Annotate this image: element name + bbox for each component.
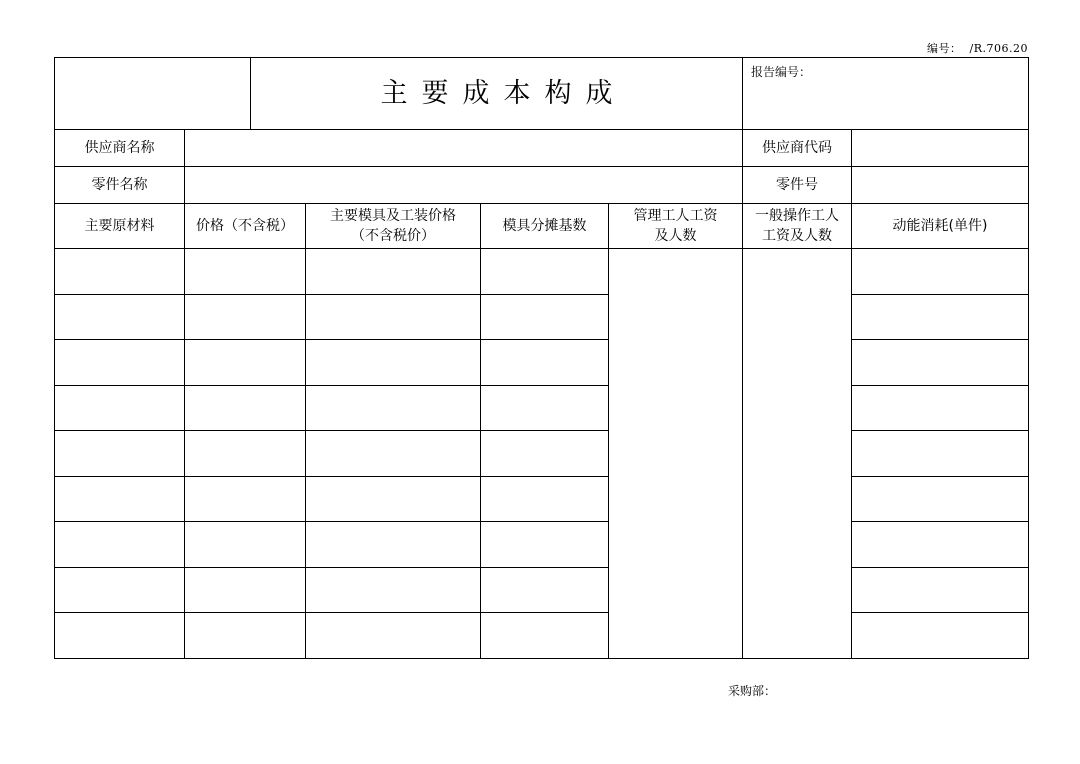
mold-price-cell[interactable]	[306, 613, 481, 659]
header-management-wage-line2: 及人数	[654, 228, 697, 244]
header-energy-consumption: 动能消耗(单件)	[852, 204, 1029, 249]
header-operator-wage	[743, 204, 852, 249]
price-cell[interactable]	[185, 249, 306, 295]
mold-allocation-cell[interactable]	[481, 431, 609, 477]
mold-price-cell[interactable]	[306, 249, 481, 295]
energy-cell[interactable]	[852, 340, 1029, 386]
material-cell[interactable]	[55, 340, 185, 386]
header-operator-wage-line1: 一般操作工人	[755, 208, 839, 224]
part-name-label: 零件名称	[55, 167, 185, 204]
material-cell[interactable]	[55, 295, 185, 340]
mold-allocation-cell[interactable]	[481, 295, 609, 340]
mold-price-cell[interactable]	[306, 431, 481, 477]
price-cell[interactable]	[185, 431, 306, 477]
energy-cell[interactable]	[852, 477, 1029, 522]
material-cell[interactable]	[55, 249, 185, 295]
header-management-wage	[609, 204, 743, 249]
price-cell[interactable]	[185, 522, 306, 568]
material-cell[interactable]	[55, 568, 185, 613]
mold-price-cell[interactable]	[306, 386, 481, 431]
price-cell[interactable]	[185, 386, 306, 431]
supplier-code-field[interactable]	[852, 130, 1029, 167]
logo-cell	[55, 58, 251, 130]
material-cell[interactable]	[55, 613, 185, 659]
material-cell[interactable]	[55, 431, 185, 477]
energy-cell[interactable]	[852, 568, 1029, 613]
mold-price-cell[interactable]	[306, 522, 481, 568]
header-main-material: 主要原材料	[55, 204, 185, 249]
supplier-name-field[interactable]	[185, 130, 743, 167]
mold-price-cell[interactable]	[306, 295, 481, 340]
mold-price-cell[interactable]	[306, 568, 481, 613]
mold-allocation-cell[interactable]	[481, 522, 609, 568]
part-number-field[interactable]	[852, 167, 1029, 204]
mold-price-cell[interactable]	[306, 340, 481, 386]
mold-price-cell[interactable]	[306, 477, 481, 522]
report-number-label: 报告编号：	[751, 65, 812, 79]
energy-cell[interactable]	[852, 386, 1029, 431]
document-number-value: /R.706.20	[969, 42, 1028, 55]
energy-cell[interactable]	[852, 431, 1029, 477]
price-cell[interactable]	[185, 568, 306, 613]
price-cell[interactable]	[185, 477, 306, 522]
price-cell[interactable]	[185, 295, 306, 340]
report-number-field[interactable]	[743, 58, 1029, 130]
energy-cell[interactable]	[852, 295, 1029, 340]
cost-structure-form	[54, 57, 1029, 659]
material-cell[interactable]	[55, 477, 185, 522]
header-price: 价格（不含税）	[185, 204, 306, 249]
mold-allocation-cell[interactable]	[481, 568, 609, 613]
document-number-label: 编号：	[927, 42, 962, 55]
header-mold-price-line1: 主要模具及工装价格	[330, 208, 456, 224]
header-mold-price-line2: （不含税价）	[351, 228, 435, 244]
mold-allocation-cell[interactable]	[481, 340, 609, 386]
mold-allocation-cell[interactable]	[481, 386, 609, 431]
header-mold-price	[306, 204, 481, 249]
header-mold-allocation: 模具分摊基数	[481, 204, 609, 249]
header-management-wage-line1: 管理工人工资	[633, 208, 718, 224]
material-cell[interactable]	[55, 386, 185, 431]
operator-wage-cell[interactable]	[743, 249, 852, 659]
management-wage-cell[interactable]	[609, 249, 743, 659]
energy-cell[interactable]	[852, 613, 1029, 659]
supplier-name-label: 供应商名称	[55, 130, 185, 167]
energy-cell[interactable]	[852, 249, 1029, 295]
energy-cell[interactable]	[852, 522, 1029, 568]
price-cell[interactable]	[185, 340, 306, 386]
material-cell[interactable]	[55, 522, 185, 568]
procurement-department-label: 采购部：	[728, 684, 777, 698]
form-title: 主要成本构成	[251, 58, 743, 130]
mold-allocation-cell[interactable]	[481, 613, 609, 659]
supplier-code-label: 供应商代码	[743, 130, 852, 167]
price-cell[interactable]	[185, 613, 306, 659]
mold-allocation-cell[interactable]	[481, 249, 609, 295]
part-name-field[interactable]	[185, 167, 743, 204]
mold-allocation-cell[interactable]	[481, 477, 609, 522]
document-number	[927, 40, 1028, 56]
header-operator-wage-line2: 工资及人数	[762, 228, 832, 244]
part-number-label: 零件号	[743, 167, 852, 204]
